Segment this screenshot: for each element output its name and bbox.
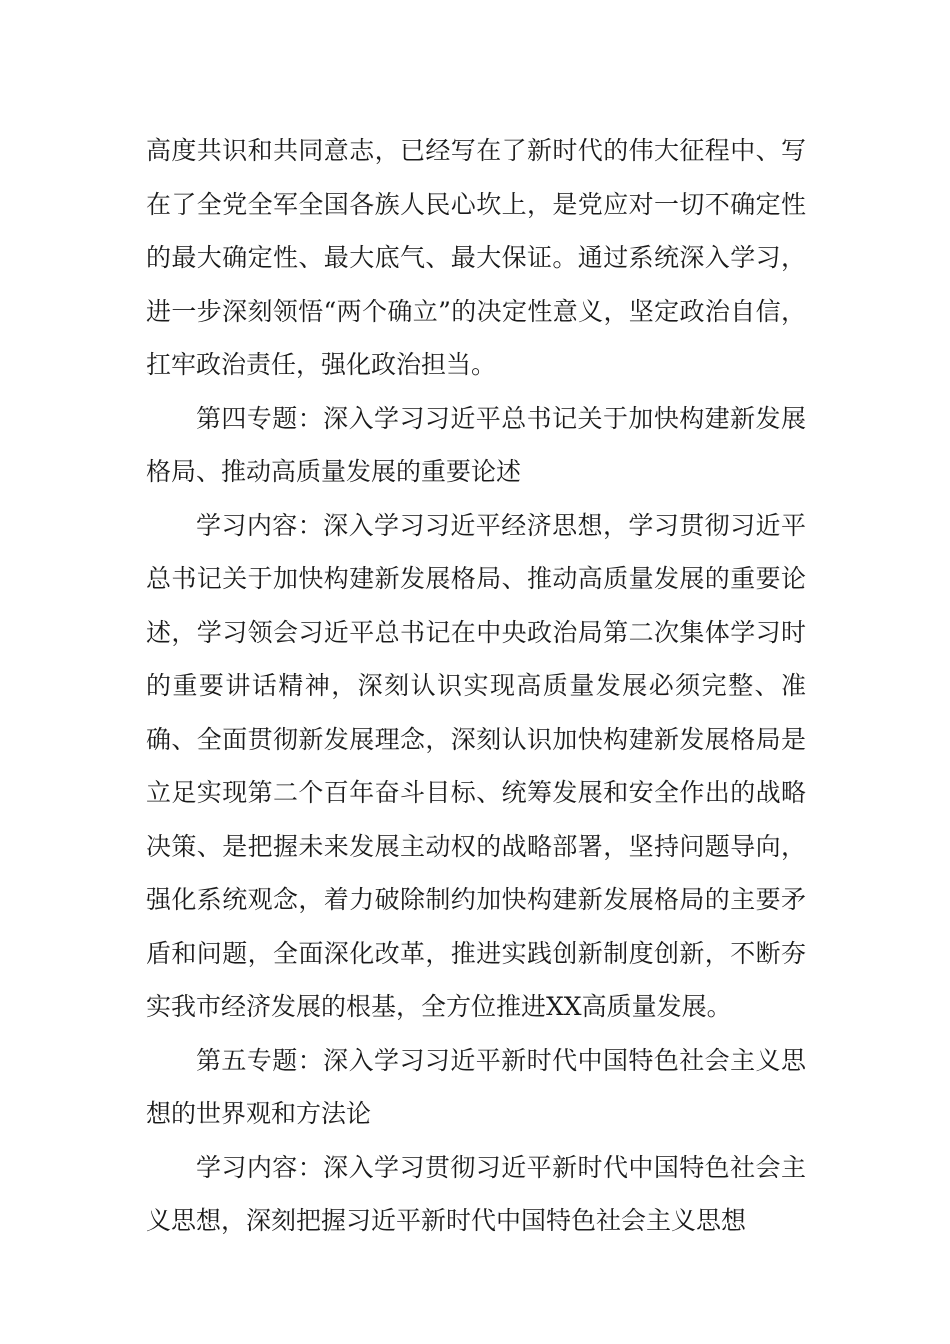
document-body xyxy=(146,124,806,1248)
paragraph-continuation: 高度共识和共同意志，已经写在了新时代的伟大征程中、写在了全党全军全国各族人民心坎上，是党应对一切不确定性的最大确定性、最大底气、最大保证。通过系统深入学习，进一步深刻领悟“两个确立”的决定性意义，坚定政治自信，扛牢政治责任，强化政治担当。 xyxy=(146,136,806,379)
section-five-content: 学习内容：深入学习贯彻习近平新时代中国特色社会主义思想，深刻把握习近平新时代中国特色社会主义思想 xyxy=(146,1152,806,1235)
section-heading-four: 第四专题：深入学习习近平总书记关于加快构建新发展格局、推动高质量发展的重要论述 xyxy=(146,403,806,486)
section-heading-five: 第五专题：深入学习习近平新时代中国特色社会主义思想的世界观和方法论 xyxy=(146,1045,806,1128)
section-four-content: 学习内容：深入学习习近平经济思想，学习贯彻习近平总书记关于加快构建新发展格局、推动高质量发展的重要论述，学习领会习近平总书记在中央政治局第二次集体学习时的重要讲话精神，深刻认识实现高质量发展必须完整、准确、全面贯彻新发展理念，深刻认识加快构建新发展格局是立足实现第二个百年奋斗目标、统筹发展和安全作出的战略决策、是把握未来发展主动权的战略部署，坚持问题导向，强化系统观念，着力破除制约加快构建新发展格局的主要矛盾和问题，全面深化改革，推进实践创新制度创新，不断夯实我市经济发展的根基，全方位推进XX高质量发展。 xyxy=(146,510,806,1021)
